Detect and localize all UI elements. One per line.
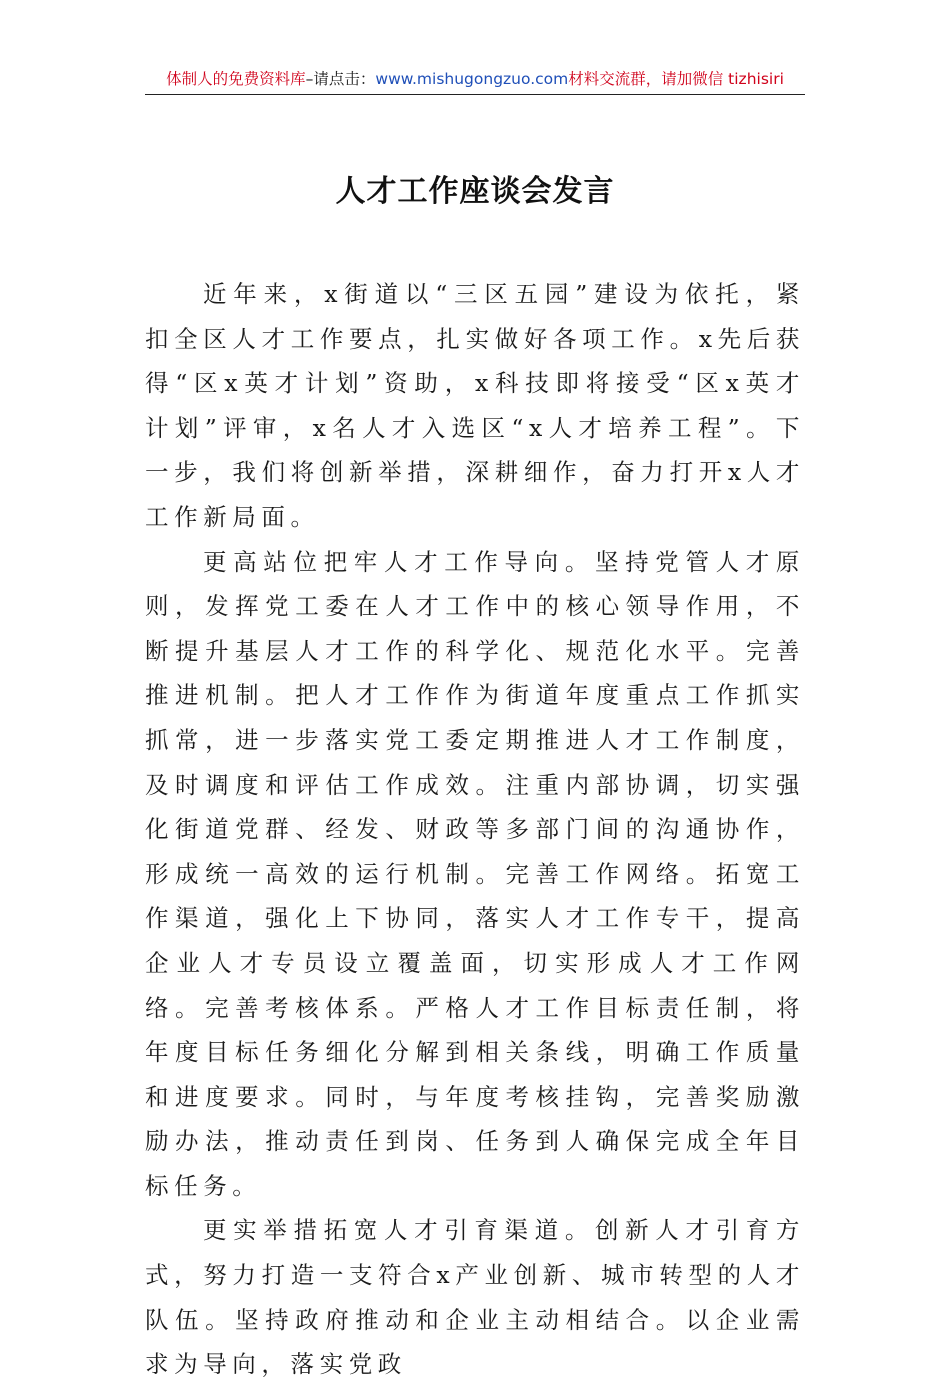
paragraph-intro: 近年来，x街道以“三区五园”建设为依托，紧扣全区人才工作要点，扎实做好各项工作。x先后获得“区x英才计划”资助，x科技即将接受“区x英才计划”评审，x名人才入选区“x人才培养工程”。下一步，我们将创新举措，深耕细作，奋力打开x人才工作新局面。 [145,280,805,531]
page-header [145,66,805,95]
header-url-link[interactable]: www.mishugongzuo.com [375,70,569,88]
document-title: 人才工作座谈会发言 [335,174,615,209]
header-brand: 体制人的免费资料库 [166,70,306,88]
paragraph-channels: 更实举措拓宽人才引育渠道。创新人才引育方式，努力打造一支符合x产业创新、城市转型的人才队伍。坚持政府推动和企业主动相结合。以企业需求为导向，落实党政 [145,1216,805,1379]
header-contact: 材料交流群，请加微信 tizhisiri [568,70,784,88]
paragraph-guidance: 更高站位把牢人才工作导向。坚持党管人才原则，发挥党工委在人才工作中的核心领导作用，不断提升基层人才工作的科学化、规范化水平。完善推进机制。把人才工作作为街道年度重点工作抓实抓常，进一步落实党工委定期推进人才工作制度，及时调度和评估工作成效。注重内部协调，切实强化街道党群、经发、财政等多部门间的沟通协作，形成统一高效的运行机制。完善工作网络。拓宽工作渠道，强化上下协同，落实人才工作专干，提高企业人才专员设立覆盖面，切实形成人才工作网络。完善考核体系。严格人才工作目标责任制，将年度目标任务细化分解到相关条线，明确工作质量和进度要求。同时，与年度考核挂钩，完善奖励激励办法，推动责任到岗、任务到人确保完成全年目标任务。 [145,547,805,1200]
document-body [145,272,805,1387]
header-prompt: –请点击： [305,70,376,88]
